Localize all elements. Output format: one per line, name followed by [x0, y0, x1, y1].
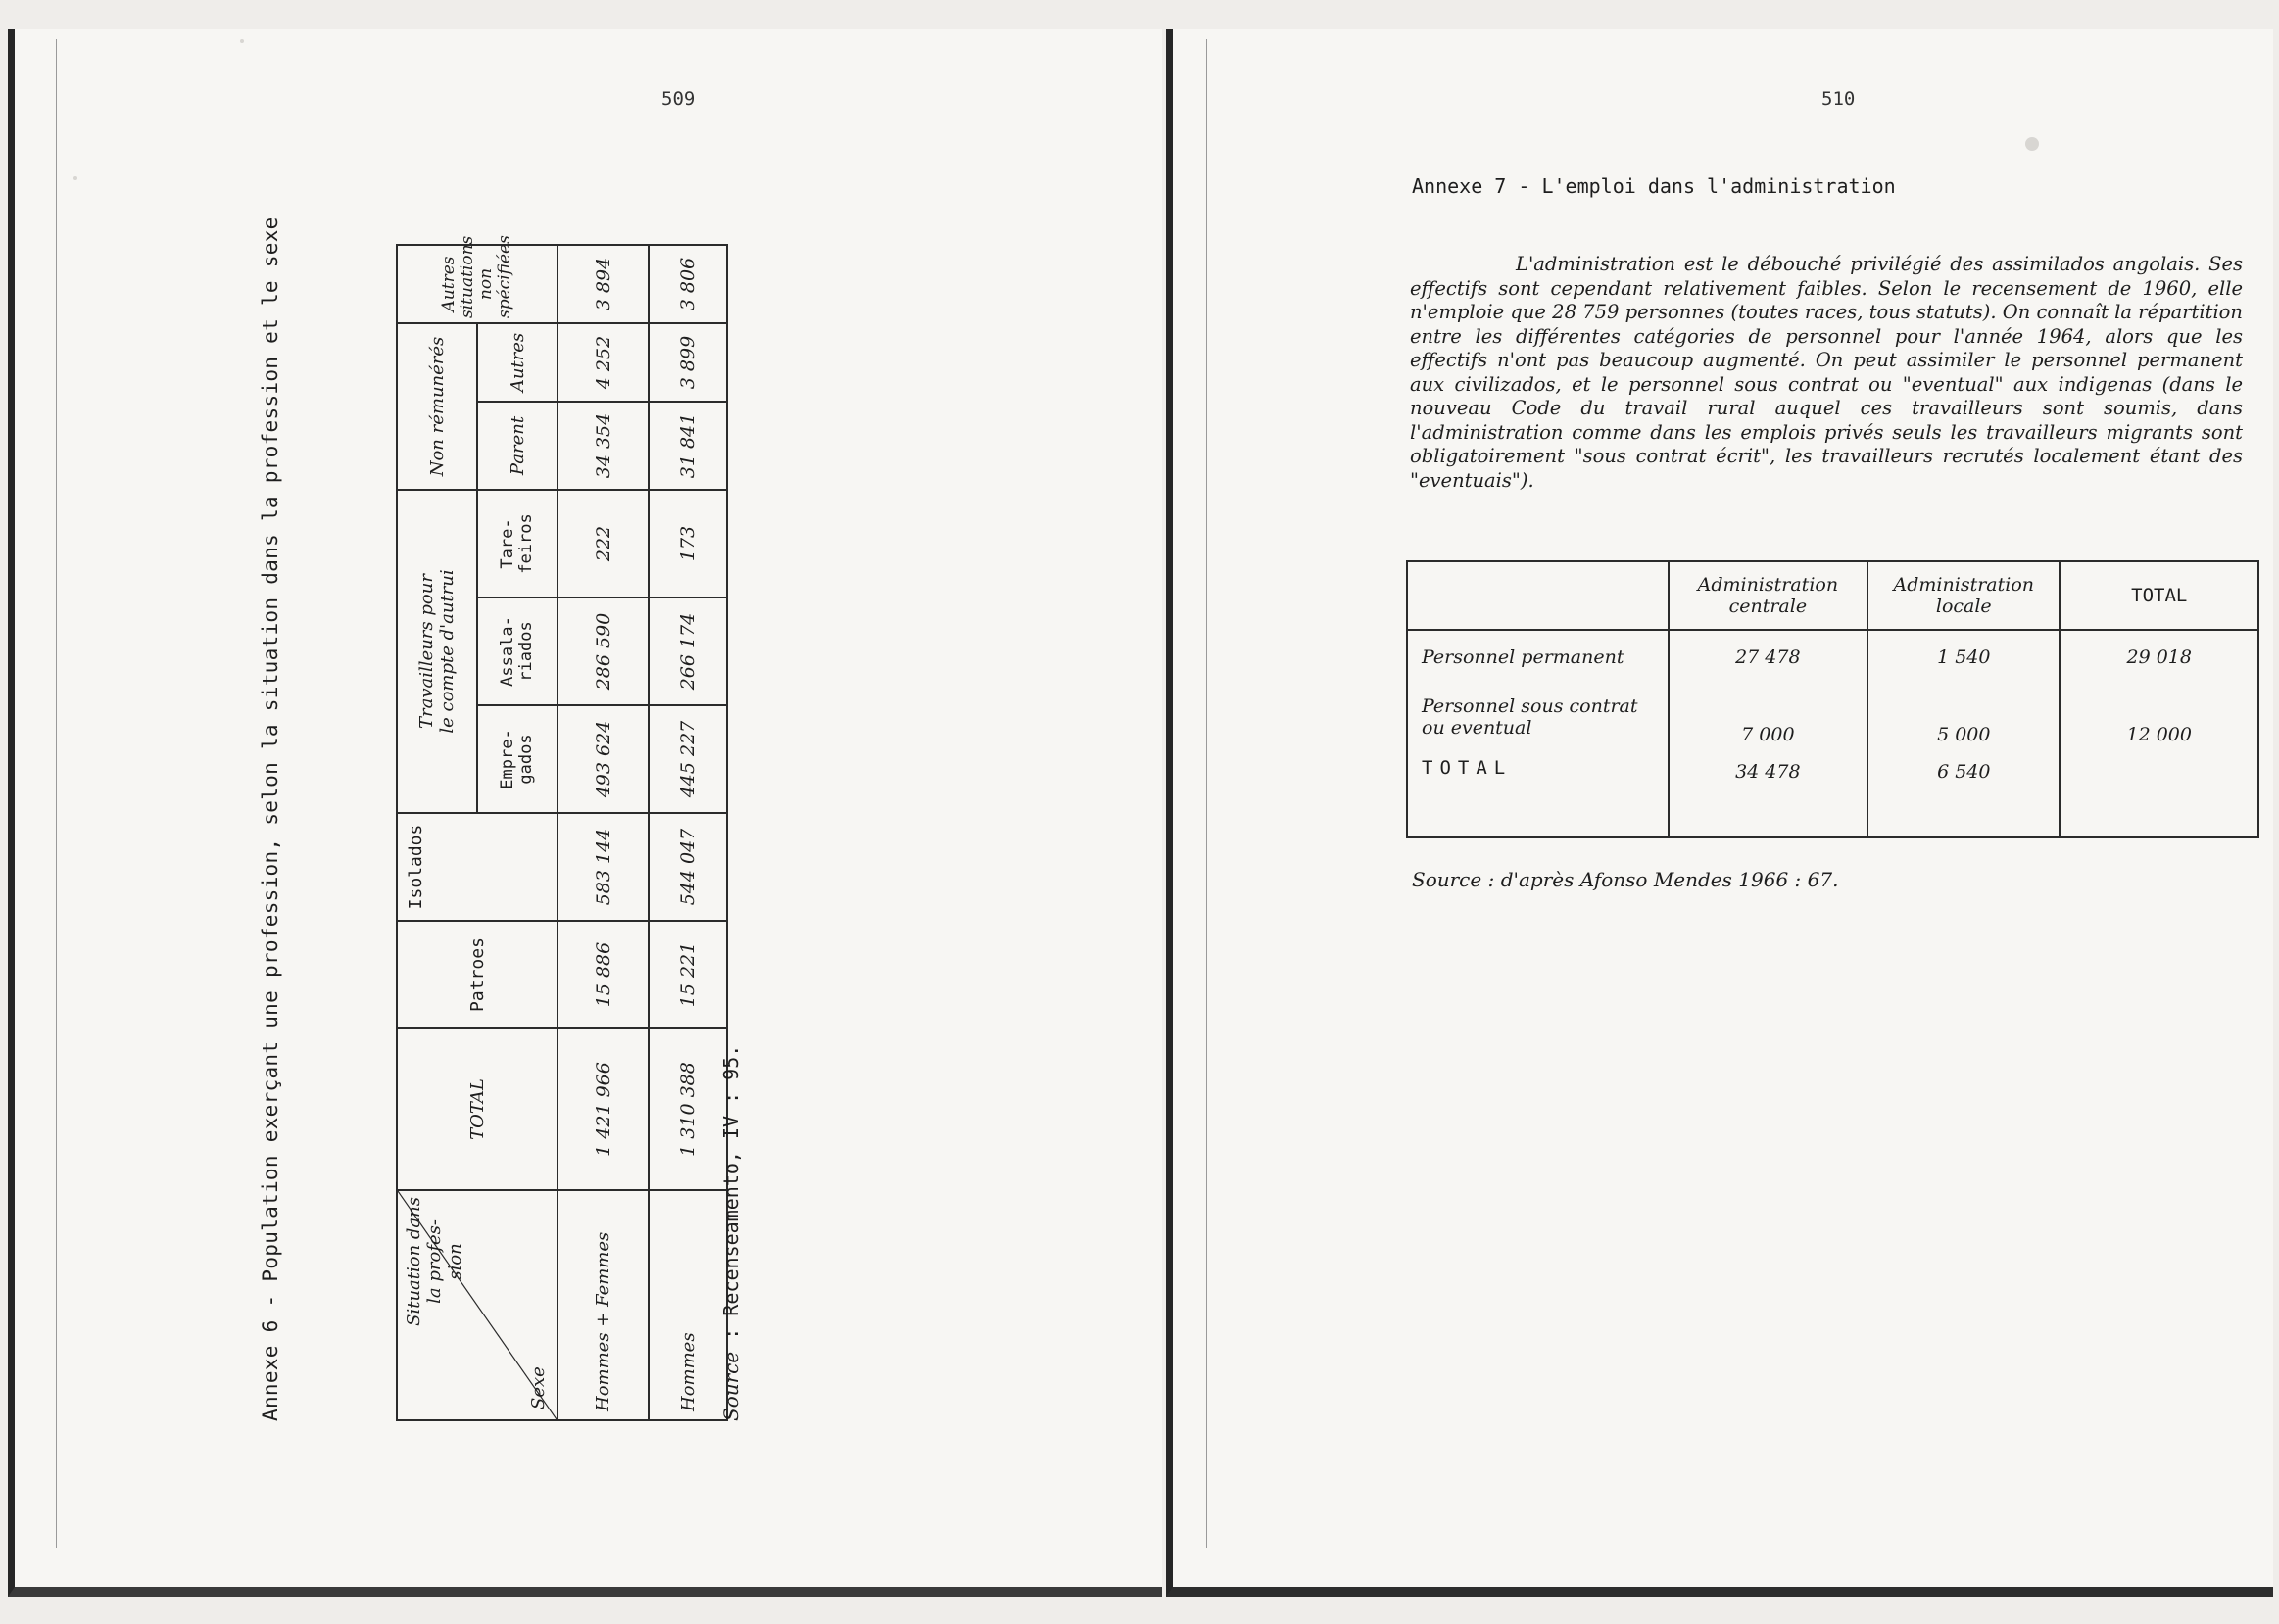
autres-situations-line: non — [476, 267, 496, 301]
cell-empregados: 493 624 — [558, 705, 649, 813]
annex6-source — [719, 1045, 743, 1421]
row-label: Hommes + Femmes — [558, 1190, 649, 1420]
admin-centrale-header: Administration centrale — [1669, 561, 1868, 630]
tarefeiros-line: feiros — [516, 513, 536, 574]
annex7-title: Annexe 7 - L'emploi dans l'administration — [1412, 174, 1896, 198]
assalariados-header — [477, 597, 558, 705]
cell-parent: 34 354 — [558, 402, 649, 490]
page-number-left: 509 — [661, 88, 696, 110]
cell-locale: 1 540 — [1867, 630, 2060, 683]
cell-total — [2060, 751, 2258, 837]
cell-autres-situations: 3 806 — [649, 245, 727, 323]
corner-sexe-label: Sexe — [528, 1366, 549, 1409]
corner-situation-label — [404, 1197, 465, 1326]
row-label: Hommes — [649, 1190, 727, 1420]
empregados-line: gados — [516, 734, 536, 785]
total-header: TOTAL — [397, 1028, 558, 1190]
annex7-source — [1412, 868, 1838, 891]
cell-total: 1 421 966 — [558, 1028, 649, 1190]
parent-header: Parent — [477, 402, 558, 490]
empty-header-cell — [1407, 561, 1669, 630]
travailleurs-header-line: Travailleurs pour — [416, 574, 437, 729]
corner-top-line: sion — [445, 1243, 465, 1280]
rotated-annex6 — [259, 167, 743, 1421]
margin-line — [1206, 39, 1207, 1548]
autres-situations-header — [397, 235, 558, 323]
cell-tarefeiros: 173 — [649, 490, 727, 597]
cell-total: 29 018 — [2060, 630, 2258, 683]
source-text: : d'après Afonso Mendes 1966 : 67. — [1487, 868, 1839, 891]
assalariados-line: Assala- — [498, 616, 517, 687]
assalariados-line: riados — [516, 621, 536, 682]
cell-empregados: 445 227 — [649, 705, 727, 813]
paper-speck — [240, 39, 244, 43]
cell-isolados: 583 144 — [558, 813, 649, 921]
row-label: Personnel permanent — [1407, 630, 1669, 683]
table-row — [1407, 683, 2258, 751]
tarefeiros-line: Tare- — [498, 518, 517, 569]
source-label: Source — [1412, 868, 1482, 891]
cell-autres: 3 899 — [649, 323, 727, 402]
cell-centrale: 27 478 — [1669, 630, 1868, 683]
table-row — [558, 122, 649, 1420]
paper-speck — [2025, 137, 2039, 151]
corner-top-line: Situation dans — [404, 1197, 424, 1326]
cell-centrale: 7 000 — [1669, 683, 1868, 751]
empregados-line: Empre- — [498, 729, 517, 789]
autres-header: Autres — [477, 323, 558, 402]
autres-situations-line: situations — [458, 235, 477, 318]
cell-parent: 31 841 — [649, 402, 727, 490]
paper-speck — [73, 176, 77, 180]
cell-locale: 5 000 — [1867, 683, 2060, 751]
margin-line — [56, 39, 57, 1548]
table-row — [1407, 751, 2258, 837]
table-row — [1407, 630, 2258, 683]
row-label: TOTAL — [1407, 751, 1669, 837]
corner-top-line: la profes- — [424, 1219, 445, 1304]
cell-locale: 6 540 — [1867, 751, 2060, 837]
autres-situations-line: spécifiées — [495, 235, 514, 318]
annex7-paragraph: L'administration est le débouché privilégié des assimilados angolais. Ses effectifs sont cependant relativement faibles. Selon le recensement de 1960, elle n'emploie que 28 759 personnes (toutes races, tous statuts). On connaît la répartition entre les différentes catégories de personnel pour l'année 1964, alors que les effectifs n'ont pas beaucoup augmenté. On peut assimiler le personnel permanent aux civilizados, et le personnel sous contrat ou "eventual" aux indigenas (dans le nouveau Code du travail rural auquel ces travailleurs sont soumis, dans l'administration comme dans les emplois privés seuls les travailleurs migrants sont obligatoirement "sous contrat écrit", les travailleurs recrutés localement étant des "eventuais"). — [1410, 253, 2243, 492]
page-number-right: 510 — [1821, 88, 1856, 110]
travailleurs-header — [397, 490, 477, 813]
total-header: TOTAL — [2060, 561, 2258, 630]
source-label: Source — [719, 1351, 743, 1421]
source-text: : Recenseamento, IV : 95. — [719, 1044, 743, 1340]
admin-locale-header: Administration locale — [1867, 561, 2060, 630]
annex6-table — [396, 121, 728, 1421]
annex6-title: Annexe 6 - Population exerçant une profession, selon la situation dans la profession et le sexe — [259, 216, 282, 1421]
empregados-header — [477, 705, 558, 813]
cell-autres: 4 252 — [558, 323, 649, 402]
right-page — [1166, 29, 2273, 1597]
cell-autres-situations: 3 894 — [558, 245, 649, 323]
table-row — [649, 122, 727, 1420]
cell-tarefeiros: 222 — [558, 490, 649, 597]
cell-centrale: 34 478 — [1669, 751, 1868, 837]
cell-isolados: 544 047 — [649, 813, 727, 921]
autres-situations-line: Autres — [439, 256, 459, 312]
corner-header-cell — [397, 1190, 558, 1420]
cell-patroes: 15 221 — [649, 921, 727, 1028]
tarefeiros-header — [477, 490, 558, 597]
cell-total: 1 310 388 — [649, 1028, 727, 1190]
cell-patroes: 15 886 — [558, 921, 649, 1028]
patroes-header: Patroes — [397, 921, 558, 1028]
isolados-header: Isolados — [397, 813, 558, 921]
row-label: Personnel sous contrat ou eventual — [1407, 683, 1669, 751]
cell-assalariados: 286 590 — [558, 597, 649, 705]
non-remuneres-header: Non rémunérés — [397, 323, 477, 490]
cell-assalariados: 266 174 — [649, 597, 727, 705]
annex7-table — [1406, 560, 2259, 838]
travailleurs-header-line: le compte d'autrui — [437, 569, 458, 734]
cell-total: 12 000 — [2060, 683, 2258, 751]
